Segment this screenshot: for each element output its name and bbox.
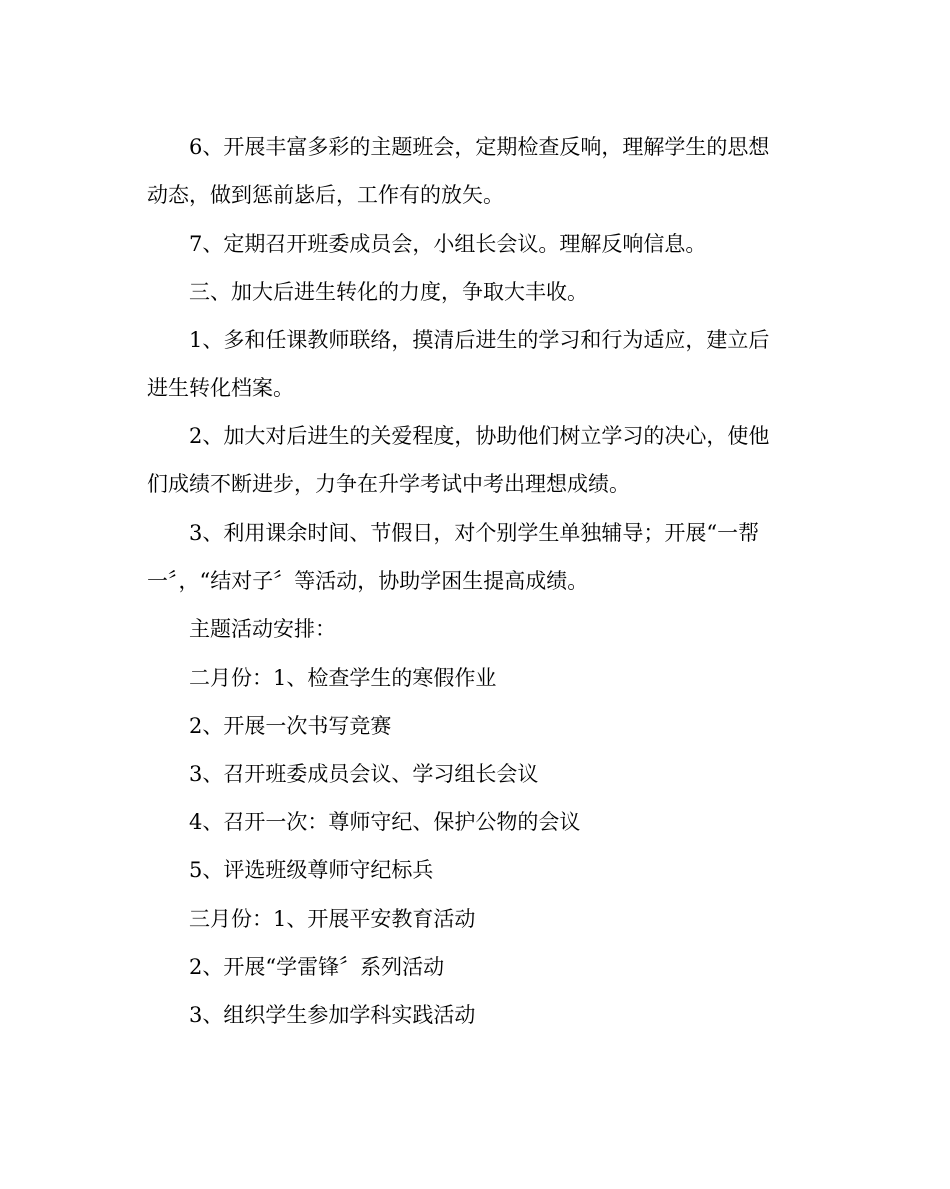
paragraph-line: 6、开展丰富多彩的主题班会，定期检查反响，理解学生的思想	[189, 135, 770, 159]
list-item: 2、开展一次书写竞赛	[189, 714, 392, 738]
paragraph-line: 2、加大对后进生的关爱程度，协助他们树立学习的决心，使他	[189, 424, 770, 448]
paragraph-line: 们成绩不断进步，力争在升学考试中考出理想成绩。	[147, 472, 630, 496]
paragraph-line: 7、定期召开班委成员会，小组长会议。理解反响信息。	[189, 232, 707, 256]
paragraph-line: 3、利用课余时间、节假日，对个别学生单独辅导；开展“一帮	[189, 521, 760, 545]
list-item: 4、召开一次：尊师守纪、保护公物的会议	[189, 810, 581, 834]
list-item: 3、召开班委成员会议、学习组长会议	[189, 762, 539, 786]
paragraph-line: 进生转化档案。	[147, 376, 294, 400]
paragraph-line: 动态，做到惩前毖后，工作有的放矢。	[147, 183, 504, 207]
list-item: 5、评选班级尊师守纪标兵	[189, 858, 434, 882]
section-heading: 三、加大后进生转化的力度，争取大丰收。	[189, 280, 588, 304]
activity-heading: 主题活动安排：	[189, 617, 336, 641]
list-item: 三月份：1、开展平安教育活动	[189, 907, 476, 931]
paragraph-line: 一〞，“结对子〞等活动，协助学困生提高成绩。	[147, 569, 589, 593]
list-item: 2、开展“学雷锋〞系列活动	[189, 955, 445, 979]
list-item: 二月份：1、检查学生的寒假作业	[189, 666, 497, 690]
list-item: 3、组织学生参加学科实践活动	[189, 1003, 476, 1027]
paragraph-line: 1、多和任课教师联络，摸清后进生的学习和行为适应，建立后	[189, 328, 770, 352]
